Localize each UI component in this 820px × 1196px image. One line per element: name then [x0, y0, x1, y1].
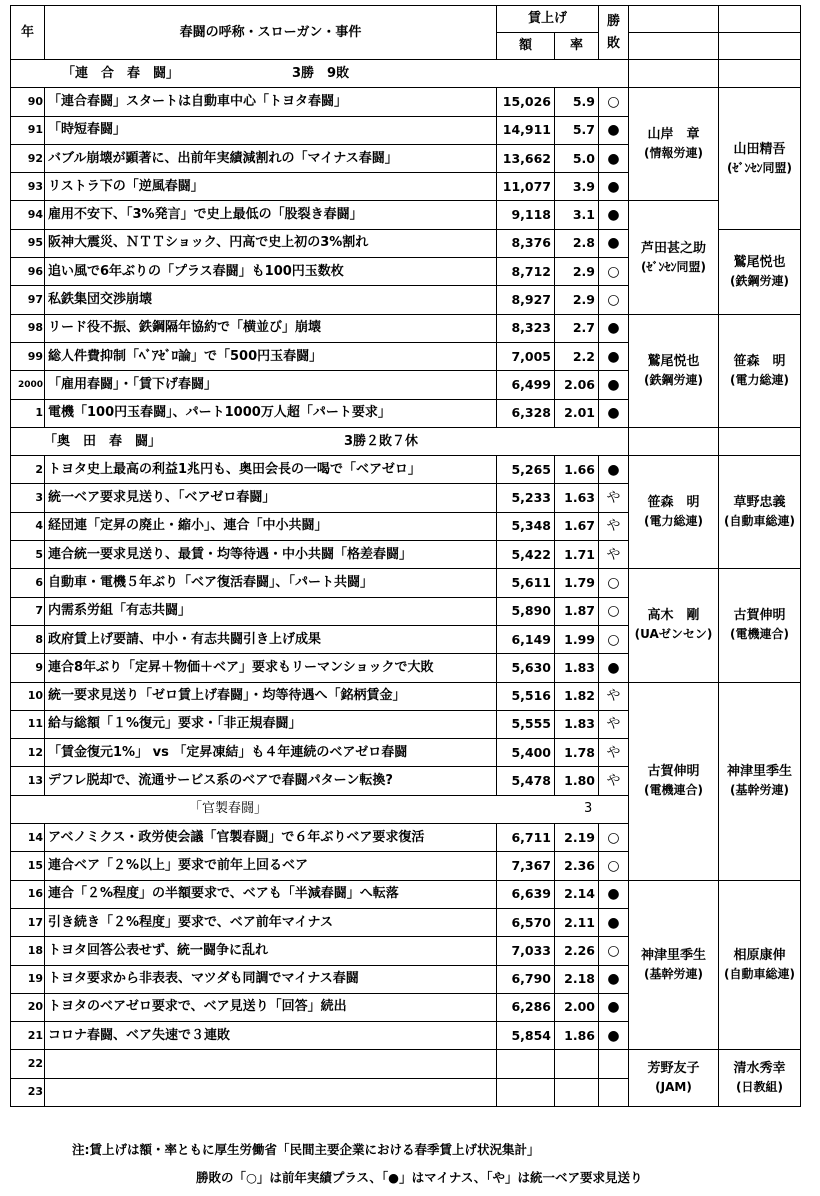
- rate-cell: 2.14: [555, 880, 599, 908]
- president-name: 草野忠義: [733, 495, 786, 511]
- result-cell: [599, 1078, 629, 1106]
- president-cell: [629, 1050, 719, 1107]
- president-union: (ｾﾞﾝｾﾝ同盟): [641, 259, 706, 274]
- rate-cell: 2.18: [555, 965, 599, 993]
- rate-cell: 1.82: [555, 682, 599, 710]
- president-name: 相原康伸: [733, 948, 786, 963]
- president-union: (鉄鋼労連): [644, 372, 703, 387]
- amount-cell: 6,149: [497, 625, 555, 653]
- header-blank-3: [629, 33, 719, 60]
- president-name: 鷲尾悦也: [647, 353, 700, 369]
- year-cell: 2000: [11, 371, 45, 399]
- event-cell: [45, 1050, 497, 1078]
- year-cell: 11: [11, 710, 45, 738]
- amount-cell: 5,890: [497, 597, 555, 625]
- amount-cell: 5,555: [497, 710, 555, 738]
- president-name: 神津里季生: [726, 764, 792, 780]
- result-cell: や: [599, 682, 629, 710]
- section-row: [11, 60, 801, 88]
- blank-cell: [629, 427, 719, 455]
- president-union: (JAM): [655, 1080, 692, 1095]
- event-cell: 連合統一要求見送り、最賃・均等待遇・中小共闘「格差春闘」: [45, 541, 497, 569]
- result-cell: ●: [599, 880, 629, 908]
- rate-cell: 5.0: [555, 144, 599, 172]
- event-cell: トヨタ史上最高の利益1兆円も、奥田会長の一喝で「ベアゼロ」: [45, 456, 497, 484]
- year-cell: 13: [11, 767, 45, 795]
- president-cell: [719, 880, 801, 1050]
- rate-cell: 1.83: [555, 710, 599, 738]
- rate-cell: 3.9: [555, 173, 599, 201]
- event-cell: 「雇用春闘」・「賃下げ春闘」: [45, 371, 497, 399]
- event-cell: 雇用不安下、「3%発言」で史上最低の「股裂き春闘」: [45, 201, 497, 229]
- event-cell: 政府賃上げ要請、中小・有志共闘引き上げ成果: [45, 625, 497, 653]
- rate-cell: 2.7: [555, 314, 599, 342]
- table-row: [11, 569, 801, 597]
- president-name: 笹森 明: [733, 353, 786, 369]
- rate-cell: 1.99: [555, 625, 599, 653]
- amount-cell: 6,711: [497, 824, 555, 852]
- section-title: 「奥 田 春 闘」: [44, 433, 162, 449]
- amount-cell: 8,927: [497, 286, 555, 314]
- rate-cell: 2.26: [555, 937, 599, 965]
- amount-cell: [497, 1050, 555, 1078]
- president-union: (自動車総連): [724, 967, 795, 981]
- section-row: [11, 427, 801, 455]
- president-name: 清水秀幸: [733, 1061, 786, 1077]
- rate-cell: [555, 1078, 599, 1106]
- section-header: [11, 60, 629, 88]
- president-name: 神津里季生: [640, 948, 706, 963]
- president-union: (ｾﾞﾝｾﾝ同盟): [727, 160, 792, 175]
- event-cell: 「賃金復元1%」 vs 「定昇凍結」も４年連続のベアゼロ春闘: [45, 739, 497, 767]
- president-cell: [719, 229, 801, 314]
- year-cell: 95: [11, 229, 45, 257]
- rate-cell: 1.86: [555, 1022, 599, 1050]
- year-cell: 90: [11, 88, 45, 116]
- amount-cell: 15,026: [497, 88, 555, 116]
- year-cell: 21: [11, 1022, 45, 1050]
- year-cell: 91: [11, 116, 45, 144]
- event-cell: トヨタのベアゼロ要求で、ベア見送り「回答」続出: [45, 993, 497, 1021]
- result-cell: や: [599, 767, 629, 795]
- rate-cell: 2.36: [555, 852, 599, 880]
- table-row: [11, 456, 801, 484]
- rate-cell: 1.80: [555, 767, 599, 795]
- amount-cell: 5,348: [497, 512, 555, 540]
- header-event: 春闘の呼称・スローガン・事件: [45, 6, 497, 60]
- event-cell: アベノミクス・政労使会議「官製春闘」で６年ぶりベア要求復活: [45, 824, 497, 852]
- year-cell: 17: [11, 908, 45, 936]
- president-name: 芳野友子: [647, 1061, 700, 1077]
- footnote-legend: 勝敗の「○」は前年実績プラス、「●」はマイナス、「や」は統一ベア要求見送り: [196, 1170, 643, 1185]
- amount-cell: 9,118: [497, 201, 555, 229]
- year-cell: 14: [11, 824, 45, 852]
- president-union: (UAゼンセン): [634, 627, 713, 642]
- amount-cell: 5,516: [497, 682, 555, 710]
- blank-cell: [719, 60, 801, 88]
- rate-cell: 2.11: [555, 908, 599, 936]
- president-cell: [629, 88, 719, 201]
- amount-cell: 8,376: [497, 229, 555, 257]
- president-cell: [629, 314, 719, 427]
- year-cell: 4: [11, 512, 45, 540]
- president-union: (基幹労連): [644, 967, 703, 981]
- result-cell: ○: [599, 286, 629, 314]
- rate-cell: 2.2: [555, 342, 599, 370]
- result-cell: ●: [599, 1022, 629, 1050]
- result-cell: や: [599, 710, 629, 738]
- year-cell: 10: [11, 682, 45, 710]
- event-cell: 電機「100円玉春闘」、パート1000万人超「パート要求」: [45, 399, 497, 427]
- header-result: 勝敗: [599, 6, 629, 60]
- amount-cell: 6,570: [497, 908, 555, 936]
- rate-cell: 2.19: [555, 824, 599, 852]
- result-cell: ●: [599, 965, 629, 993]
- rate-cell: 2.01: [555, 399, 599, 427]
- result-cell: ●: [599, 399, 629, 427]
- year-cell: 9: [11, 654, 45, 682]
- event-cell: 追い風で6年ぶりの「プラス春闘」も100円玉数枚: [45, 258, 497, 286]
- year-cell: 94: [11, 201, 45, 229]
- result-cell: ●: [599, 116, 629, 144]
- year-cell: 12: [11, 739, 45, 767]
- amount-cell: 13,662: [497, 144, 555, 172]
- result-cell: ●: [599, 201, 629, 229]
- header-blank-4: [719, 33, 801, 60]
- president-name: 山岸 章: [647, 127, 700, 143]
- president-name: 古賀伸明: [733, 608, 786, 624]
- result-cell: や: [599, 739, 629, 767]
- section-record: 3勝 9敗: [292, 65, 350, 81]
- result-cell: ○: [599, 258, 629, 286]
- president-cell: [719, 682, 801, 880]
- event-cell: 引き続き「２%程度」要求で、ベア前年マイナス: [45, 908, 497, 936]
- year-cell: 92: [11, 144, 45, 172]
- result-cell: ●: [599, 173, 629, 201]
- amount-cell: 7,033: [497, 937, 555, 965]
- president-union: (基幹労連): [730, 783, 789, 798]
- rate-cell: 2.9: [555, 286, 599, 314]
- section-title: 「連 合 春 闘」: [62, 65, 180, 81]
- president-union: (鉄鋼労連): [730, 273, 789, 288]
- rate-cell: 1.83: [555, 654, 599, 682]
- year-cell: 6: [11, 569, 45, 597]
- rate-cell: 1.79: [555, 569, 599, 597]
- result-cell: ○: [599, 597, 629, 625]
- president-name: 古賀伸明: [647, 764, 700, 780]
- president-union: (情報労連): [644, 146, 703, 161]
- year-cell: 98: [11, 314, 45, 342]
- rate-cell: 1.87: [555, 597, 599, 625]
- amount-cell: 5,478: [497, 767, 555, 795]
- year-cell: 1: [11, 399, 45, 427]
- president-union: (電力総連): [730, 372, 789, 387]
- result-cell: ●: [599, 654, 629, 682]
- table-row: [11, 88, 801, 116]
- rate-cell: [555, 1050, 599, 1078]
- result-cell: ○: [599, 852, 629, 880]
- president-union: (自動車総連): [724, 514, 795, 529]
- rate-cell: 5.7: [555, 116, 599, 144]
- president-name: 高木 剛: [647, 608, 700, 624]
- event-cell: 阪神大震災、ＮＴＴショック、円高で史上初の3%割れ: [45, 229, 497, 257]
- president-cell: [719, 88, 801, 229]
- year-cell: 15: [11, 852, 45, 880]
- year-cell: 22: [11, 1050, 45, 1078]
- president-union: (電機連合): [644, 783, 703, 798]
- rate-cell: 2.00: [555, 993, 599, 1021]
- header-amount: 額: [497, 33, 555, 60]
- rate-cell: 5.9: [555, 88, 599, 116]
- rate-cell: 2.06: [555, 371, 599, 399]
- year-cell: 19: [11, 965, 45, 993]
- result-cell: ●: [599, 229, 629, 257]
- result-cell: ●: [599, 371, 629, 399]
- president-cell: [719, 569, 801, 682]
- section-header: [11, 427, 629, 455]
- year-cell: 7: [11, 597, 45, 625]
- event-cell: 統一要求見送り「ゼロ賃上げ春闘」・均等待遇へ「銘柄賃金」: [45, 682, 497, 710]
- rate-cell: 2.8: [555, 229, 599, 257]
- table-row: [11, 314, 801, 342]
- table-row: [11, 201, 801, 229]
- result-cell: ●: [599, 908, 629, 936]
- year-cell: 20: [11, 993, 45, 1021]
- header-year: 年: [11, 6, 45, 60]
- president-union: (日教組): [736, 1080, 783, 1095]
- event-cell: 連合8年ぶり「定昇＋物価＋ベア」要求もリーマンショックで大敗: [45, 654, 497, 682]
- president-cell: [629, 682, 719, 880]
- amount-cell: 6,499: [497, 371, 555, 399]
- amount-cell: 5,611: [497, 569, 555, 597]
- result-cell: ○: [599, 937, 629, 965]
- amount-cell: 5,265: [497, 456, 555, 484]
- event-cell: 私鉄集団交渉崩壊: [45, 286, 497, 314]
- event-cell: 経団連「定昇の廃止・縮小」、連合「中小共闘」: [45, 512, 497, 540]
- rate-cell: 1.67: [555, 512, 599, 540]
- event-cell: 総人件費抑制「ﾍﾞｱｾﾞﾛ論」で「500円玉春闘」: [45, 342, 497, 370]
- result-cell: や: [599, 512, 629, 540]
- amount-cell: 11,077: [497, 173, 555, 201]
- president-name: 芦田甚之助: [640, 240, 706, 256]
- president-union: (電機連合): [730, 627, 789, 642]
- blank-cell: [719, 427, 801, 455]
- year-cell: 2: [11, 456, 45, 484]
- amount-cell: 6,286: [497, 993, 555, 1021]
- footnote-source: 注:賃上げは額・率ともに厚生労働省「民間主要企業における春季賃上げ状況集計」: [72, 1142, 540, 1157]
- president-name: 山田精吾: [733, 141, 786, 157]
- result-cell: ●: [599, 456, 629, 484]
- event-cell: 給与総額「１%復元」要求・「非正規春闘」: [45, 710, 497, 738]
- section-record: 3: [584, 801, 593, 817]
- year-cell: 93: [11, 173, 45, 201]
- year-cell: 23: [11, 1078, 45, 1106]
- president-cell: [719, 1050, 801, 1107]
- rate-cell: 1.78: [555, 739, 599, 767]
- result-cell: ○: [599, 625, 629, 653]
- result-cell: ○: [599, 824, 629, 852]
- event-cell: [45, 1078, 497, 1106]
- amount-cell: 5,854: [497, 1022, 555, 1050]
- year-cell: 3: [11, 484, 45, 512]
- shunto-history-table: [10, 5, 801, 1107]
- event-cell: トヨタ回答公表せず、統一闘争に乱れ: [45, 937, 497, 965]
- blank-cell: [629, 60, 719, 88]
- amount-cell: 6,639: [497, 880, 555, 908]
- president-cell: [719, 456, 801, 569]
- section-title: 「官製春闘」: [189, 801, 268, 817]
- president-union: (電力総連): [644, 514, 703, 529]
- event-cell: 統一ベア要求見送り、「ベアゼロ春闘」: [45, 484, 497, 512]
- event-cell: 内需系労組「有志共闘」: [45, 597, 497, 625]
- result-cell: ●: [599, 993, 629, 1021]
- president-cell: [629, 880, 719, 1050]
- table-row: [11, 880, 801, 908]
- year-cell: 97: [11, 286, 45, 314]
- result-cell: ○: [599, 88, 629, 116]
- amount-cell: 6,790: [497, 965, 555, 993]
- result-cell: や: [599, 484, 629, 512]
- event-cell: トヨタ要求から非表表、マツダも同調でマイナス春闘: [45, 965, 497, 993]
- rate-cell: 1.71: [555, 541, 599, 569]
- year-cell: 5: [11, 541, 45, 569]
- president-cell: [719, 314, 801, 427]
- amount-cell: 5,630: [497, 654, 555, 682]
- president-name: 鷲尾悦也: [733, 254, 786, 270]
- rate-cell: 1.63: [555, 484, 599, 512]
- event-cell: リストラ下の「逆風春闘」: [45, 173, 497, 201]
- president-name: 笹森 明: [647, 495, 700, 511]
- amount-cell: 5,400: [497, 739, 555, 767]
- year-cell: 96: [11, 258, 45, 286]
- result-cell: ●: [599, 144, 629, 172]
- president-cell: [629, 456, 719, 569]
- president-cell: [629, 569, 719, 682]
- table-row: [11, 1050, 801, 1078]
- event-cell: 「時短春闘」: [45, 116, 497, 144]
- event-cell: バブル崩壊が顕著に、出前年実績減割れの「マイナス春闘」: [45, 144, 497, 172]
- year-cell: 16: [11, 880, 45, 908]
- event-cell: 連合「２%程度」の半額要求で、ベアも「半減春闘」へ転落: [45, 880, 497, 908]
- amount-cell: 7,005: [497, 342, 555, 370]
- amount-cell: 8,712: [497, 258, 555, 286]
- event-cell: 連合ベア「２%以上」要求で前年上回るベア: [45, 852, 497, 880]
- header-rate: 率: [555, 33, 599, 60]
- header-blank-2: [719, 6, 801, 33]
- event-cell: 自動車・電機５年ぶり「ベア復活春闘」、「パート共闘」: [45, 569, 497, 597]
- header-blank-1: [629, 6, 719, 33]
- amount-cell: 7,367: [497, 852, 555, 880]
- event-cell: デフレ脱却で、流通サービス系のベアで春闘パターン転換?: [45, 767, 497, 795]
- event-cell: 「連合春闘」スタートは自動車中心「トヨタ春闘」: [45, 88, 497, 116]
- amount-cell: 6,328: [497, 399, 555, 427]
- amount-cell: 14,911: [497, 116, 555, 144]
- section-header: [11, 795, 629, 823]
- amount-cell: 5,422: [497, 541, 555, 569]
- president-cell: [629, 201, 719, 314]
- amount-cell: 5,233: [497, 484, 555, 512]
- header-raise: 賃上げ: [497, 6, 599, 33]
- event-cell: リード役不振、鉄鋼隔年協約で「横並び」崩壊: [45, 314, 497, 342]
- section-record: 3勝２敗７休: [344, 433, 419, 449]
- rate-cell: 3.1: [555, 201, 599, 229]
- year-cell: 18: [11, 937, 45, 965]
- rate-cell: 2.9: [555, 258, 599, 286]
- event-cell: コロナ春闘、ベア失速で３連敗: [45, 1022, 497, 1050]
- result-cell: や: [599, 541, 629, 569]
- result-cell: ○: [599, 569, 629, 597]
- year-cell: 99: [11, 342, 45, 370]
- amount-cell: 8,323: [497, 314, 555, 342]
- table-row: [11, 682, 801, 710]
- result-cell: ●: [599, 342, 629, 370]
- result-cell: ●: [599, 314, 629, 342]
- amount-cell: [497, 1078, 555, 1106]
- result-cell: [599, 1050, 629, 1078]
- year-cell: 8: [11, 625, 45, 653]
- rate-cell: 1.66: [555, 456, 599, 484]
